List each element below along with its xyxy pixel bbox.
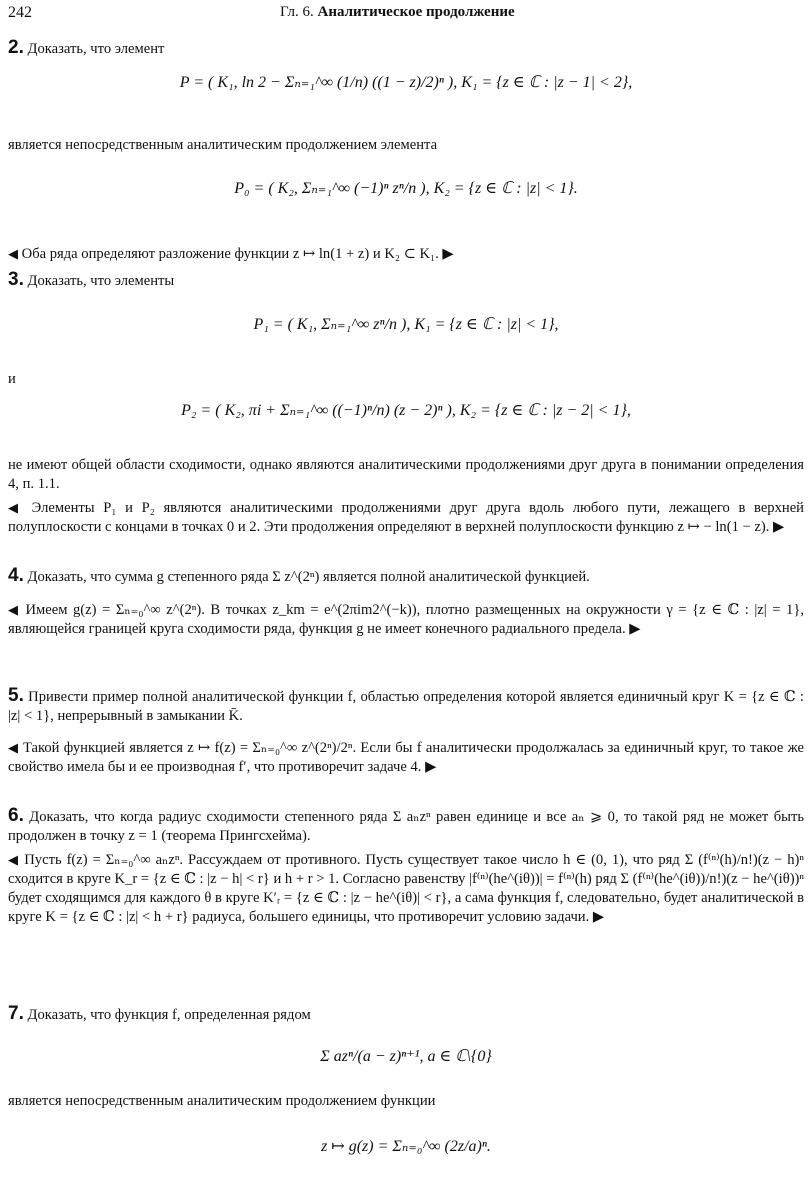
display-equation: P = ( K₁, ln 2 − Σₙ₌₁^∞ (1/n) ((1 − z)/2)ⁿ ), K₁ = {z ∈ ℂ : |z − 1| < 2}, <box>179 74 633 91</box>
problem-statement <box>8 38 804 59</box>
solution-start-marker: ◀ <box>8 246 18 261</box>
paragraph-text: Доказать, что когда радиус сходимости степенного ряда Σ aₙzⁿ равен единице и все aₙ ⩾ 0, то такой ряд не может быть продолжен в точку z = 1 (теорема Прингсхейма). <box>8 809 804 844</box>
problem-number: 3. <box>8 269 24 290</box>
paragraph-text: Пусть f(z) = Σₙ₌₀^∞ aₙzⁿ. Рассуждаем от противного. Пусть существует такое число h ∈ (0, 1), что ряд Σ (f⁽ⁿ⁾(h)/n!)(z − h)ⁿ сходится в круге K_r = {z ∈ ℂ : |z − h| < r} и h + r > 1. Согласно равенству |f⁽ⁿ⁾(he^(iθ))| = f⁽ⁿ⁾(h) ряд Σ (f⁽ⁿ⁾(he^(iθ))/n!)(z − he^(iθ))ⁿ будет сходящимся для каждого θ в круге K′ᵣ = {z ∈ ℂ : |z − he^(iθ)| < r}, а сама функция f, следовательно, будет аналитической в круге K = {z ∈ ℂ : |z| < h + r} радиуса, большего единицы, что противоречит условию задачи. ▶ <box>8 852 805 925</box>
solution-paragraph <box>8 498 804 537</box>
display-equation: z ↦ g(z) = Σₙ₌₀^∞ (2z/a)ⁿ. <box>321 1138 491 1155</box>
text-paragraph <box>8 370 804 389</box>
problem-statement <box>8 1004 804 1025</box>
problem-statement <box>8 566 804 587</box>
paragraph-text: Привести пример полной аналитической функции f, областью определения которой является единичный круг K = {z ∈ ℂ : |z| < 1}, непрерывный в замыкании K̄. <box>8 689 804 724</box>
running-header <box>8 2 804 24</box>
paragraph-text: Имеем g(z) = Σₙ₌₀^∞ z^(2ⁿ). В точках z_km = e^(2πim2^(−k)), плотно размещенных на окружности γ = {z ∈ ℂ : |z| = 1}, являющейся границей круга сходимости ряда, функция g не имеет конечного радиального предела. ▶ <box>8 602 804 637</box>
solution-start-marker: ◀ <box>8 602 20 617</box>
paragraph-text: Такой функцией является z ↦ f(z) = Σₙ₌₀^∞ z^(2ⁿ)/2ⁿ. Если бы f аналитически продолжалась за единичный круг, то такое же свойство имела бы и ее производная f′, что противоречит задаче 4. ▶ <box>8 740 805 775</box>
chapter-title: Аналитическое продолжение <box>317 4 515 20</box>
text-paragraph <box>8 456 804 494</box>
problem-number: 5. <box>8 685 24 706</box>
solution-start-marker: ◀ <box>8 740 19 755</box>
problem-statement <box>8 270 804 291</box>
display-equation: P₀ = ( K₂, Σₙ₌₁^∞ (−1)ⁿ zⁿ/n ), K₂ = {z ∈ ℂ : |z| < 1}. <box>234 180 578 197</box>
text-paragraph <box>8 1092 804 1111</box>
paragraph-text: и <box>8 371 16 387</box>
problem-number: 4. <box>8 565 24 586</box>
chapter-heading <box>280 4 515 21</box>
paragraph-text: Доказать, что элемент <box>23 41 165 57</box>
solution-paragraph <box>8 738 804 777</box>
problem-number: 6. <box>8 805 24 826</box>
display-equation: Σ azⁿ/(a − z)ⁿ⁺¹, a ∈ ℂ\{0} <box>320 1048 492 1065</box>
solution-paragraph <box>8 244 804 264</box>
paragraph-text: является непосредственным аналитическим продолжением функции <box>8 1093 436 1109</box>
paragraph-text: Доказать, что функция f, определенная рядом <box>23 1007 311 1023</box>
solution-start-marker: ◀ <box>8 500 24 515</box>
paragraph-text: не имеют общей области сходимости, однако являются аналитическими продолжениями друг друга в понимании определения 4, п. 1.1. <box>8 457 804 492</box>
solution-start-marker: ◀ <box>8 852 20 867</box>
display-equation: P₂ = ( K₂, πi + Σₙ₌₁^∞ ((−1)ⁿ/n) (z − 2)ⁿ ), K₂ = {z ∈ ℂ : |z − 2| < 1}, <box>181 402 631 419</box>
paragraph-text: является непосредственным аналитическим продолжением элемента <box>8 137 438 153</box>
problem-number: 2. <box>8 37 24 58</box>
page-number: 242 <box>8 4 32 21</box>
solution-paragraph <box>8 600 804 639</box>
paragraph-text: Доказать, что сумма g степенного ряда Σ z^(2ⁿ) является полной аналитической функцией. <box>23 569 590 585</box>
paragraph-text: Оба ряда определяют разложение функции z ↦ ln(1 + z) и K₂ ⊂ K₁. ▶ <box>18 246 454 262</box>
display-equation: P₁ = ( K₁, Σₙ₌₁^∞ zⁿ/n ), K₁ = {z ∈ ℂ : |z| < 1}, <box>253 316 559 333</box>
solution-paragraph <box>8 850 804 927</box>
book-page <box>8 0 804 1181</box>
problem-statement <box>8 686 804 726</box>
problem-statement <box>8 806 804 846</box>
paragraph-text: Элементы P₁ и P₂ являются аналитическими продолжениями друг друга вдоль любого пути, лежащего в верхней полуплоскости с концами в точках 0 и 2. Эти продолжения определяют в верхней полуплоскости функцию z ↦ − ln(1 − z). ▶ <box>8 500 804 535</box>
problem-number: 7. <box>8 1003 24 1024</box>
paragraph-text: Доказать, что элементы <box>23 273 175 289</box>
text-paragraph <box>8 136 804 155</box>
chapter-number: Гл. 6. <box>280 4 314 20</box>
